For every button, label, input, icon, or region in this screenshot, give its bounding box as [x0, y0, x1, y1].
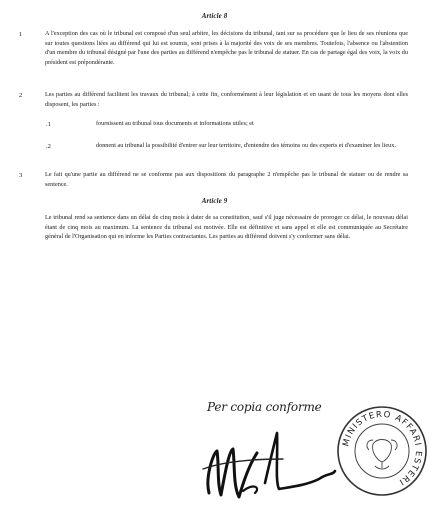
article-9-text: Le tribunal rend sa sentence dans un délai de cinq mois à dater de sa constitution, sauf s'il juge nécessaire de proroger ce délai, le nouveau délai étant de cinq mois au maximum. La sentence du tribunal est motivée. Elle est définitive et sans appel et elle est communiquée au Secrétaire général de l'Organisation qui en informe les Parties contractantes. Les parties au différend doivent s'y conformer sans délai.	[45, 214, 408, 241]
paragraph-2-text: Les parties au différend facilitent les travaux du tribunal; à cette fin, conformément à leur législation et en usant de tous les moyens dont elles disposent, les parties :	[45, 91, 408, 108]
paragraph-1-number: 1	[19, 31, 23, 38]
article-9-heading: Article 9	[201, 197, 228, 205]
article-8-heading: Article 8	[201, 12, 228, 20]
stamp-text: MINISTERO AFFARI ESTERI	[341, 409, 424, 488]
official-stamp	[335, 404, 429, 498]
paragraph-2-number: 2	[19, 92, 23, 99]
item-2-text: donnent au tribunal la possibilité d'entrer sur leur territoire, d'entendre des témoins ou des experts et d'examiner les lieux.	[96, 142, 396, 149]
item-2-number: .2	[46, 143, 51, 150]
paragraph-1-text: A l'exception des cas où le tribunal est composé d'un seul arbitre, les décisions du tribunal, tant sur sa procédure que le lieu de ses réunions que sur toutes questions liées au différend qui lui est soumis, sont prises à la majorité des voix de ses membres. Toutefois, l'absence ou l'abstention d'un membre du tribunal désigné par l'une des parties au différend n'empêche pas le tribunal de statuer. En cas de partage égal des voix, la voix du président est prépondérante.	[45, 30, 408, 66]
item-1-number: .1	[46, 121, 51, 128]
certified-copy-text: Per copia conforme	[207, 400, 322, 414]
paragraph-3-text: Le fait qu'une partie au différend ne se conforme pas aux dispositions du paragraphe 2 n'empêche pas le tribunal de statuer ou de rendre sa sentence.	[45, 171, 408, 188]
item-1-text: fournissent au tribunal tous documents et informations utiles; et	[96, 120, 254, 127]
paragraph-3-number: 3	[19, 172, 23, 179]
svg-text:MINISTERO AFFARI ESTERI	[341, 410, 423, 487]
